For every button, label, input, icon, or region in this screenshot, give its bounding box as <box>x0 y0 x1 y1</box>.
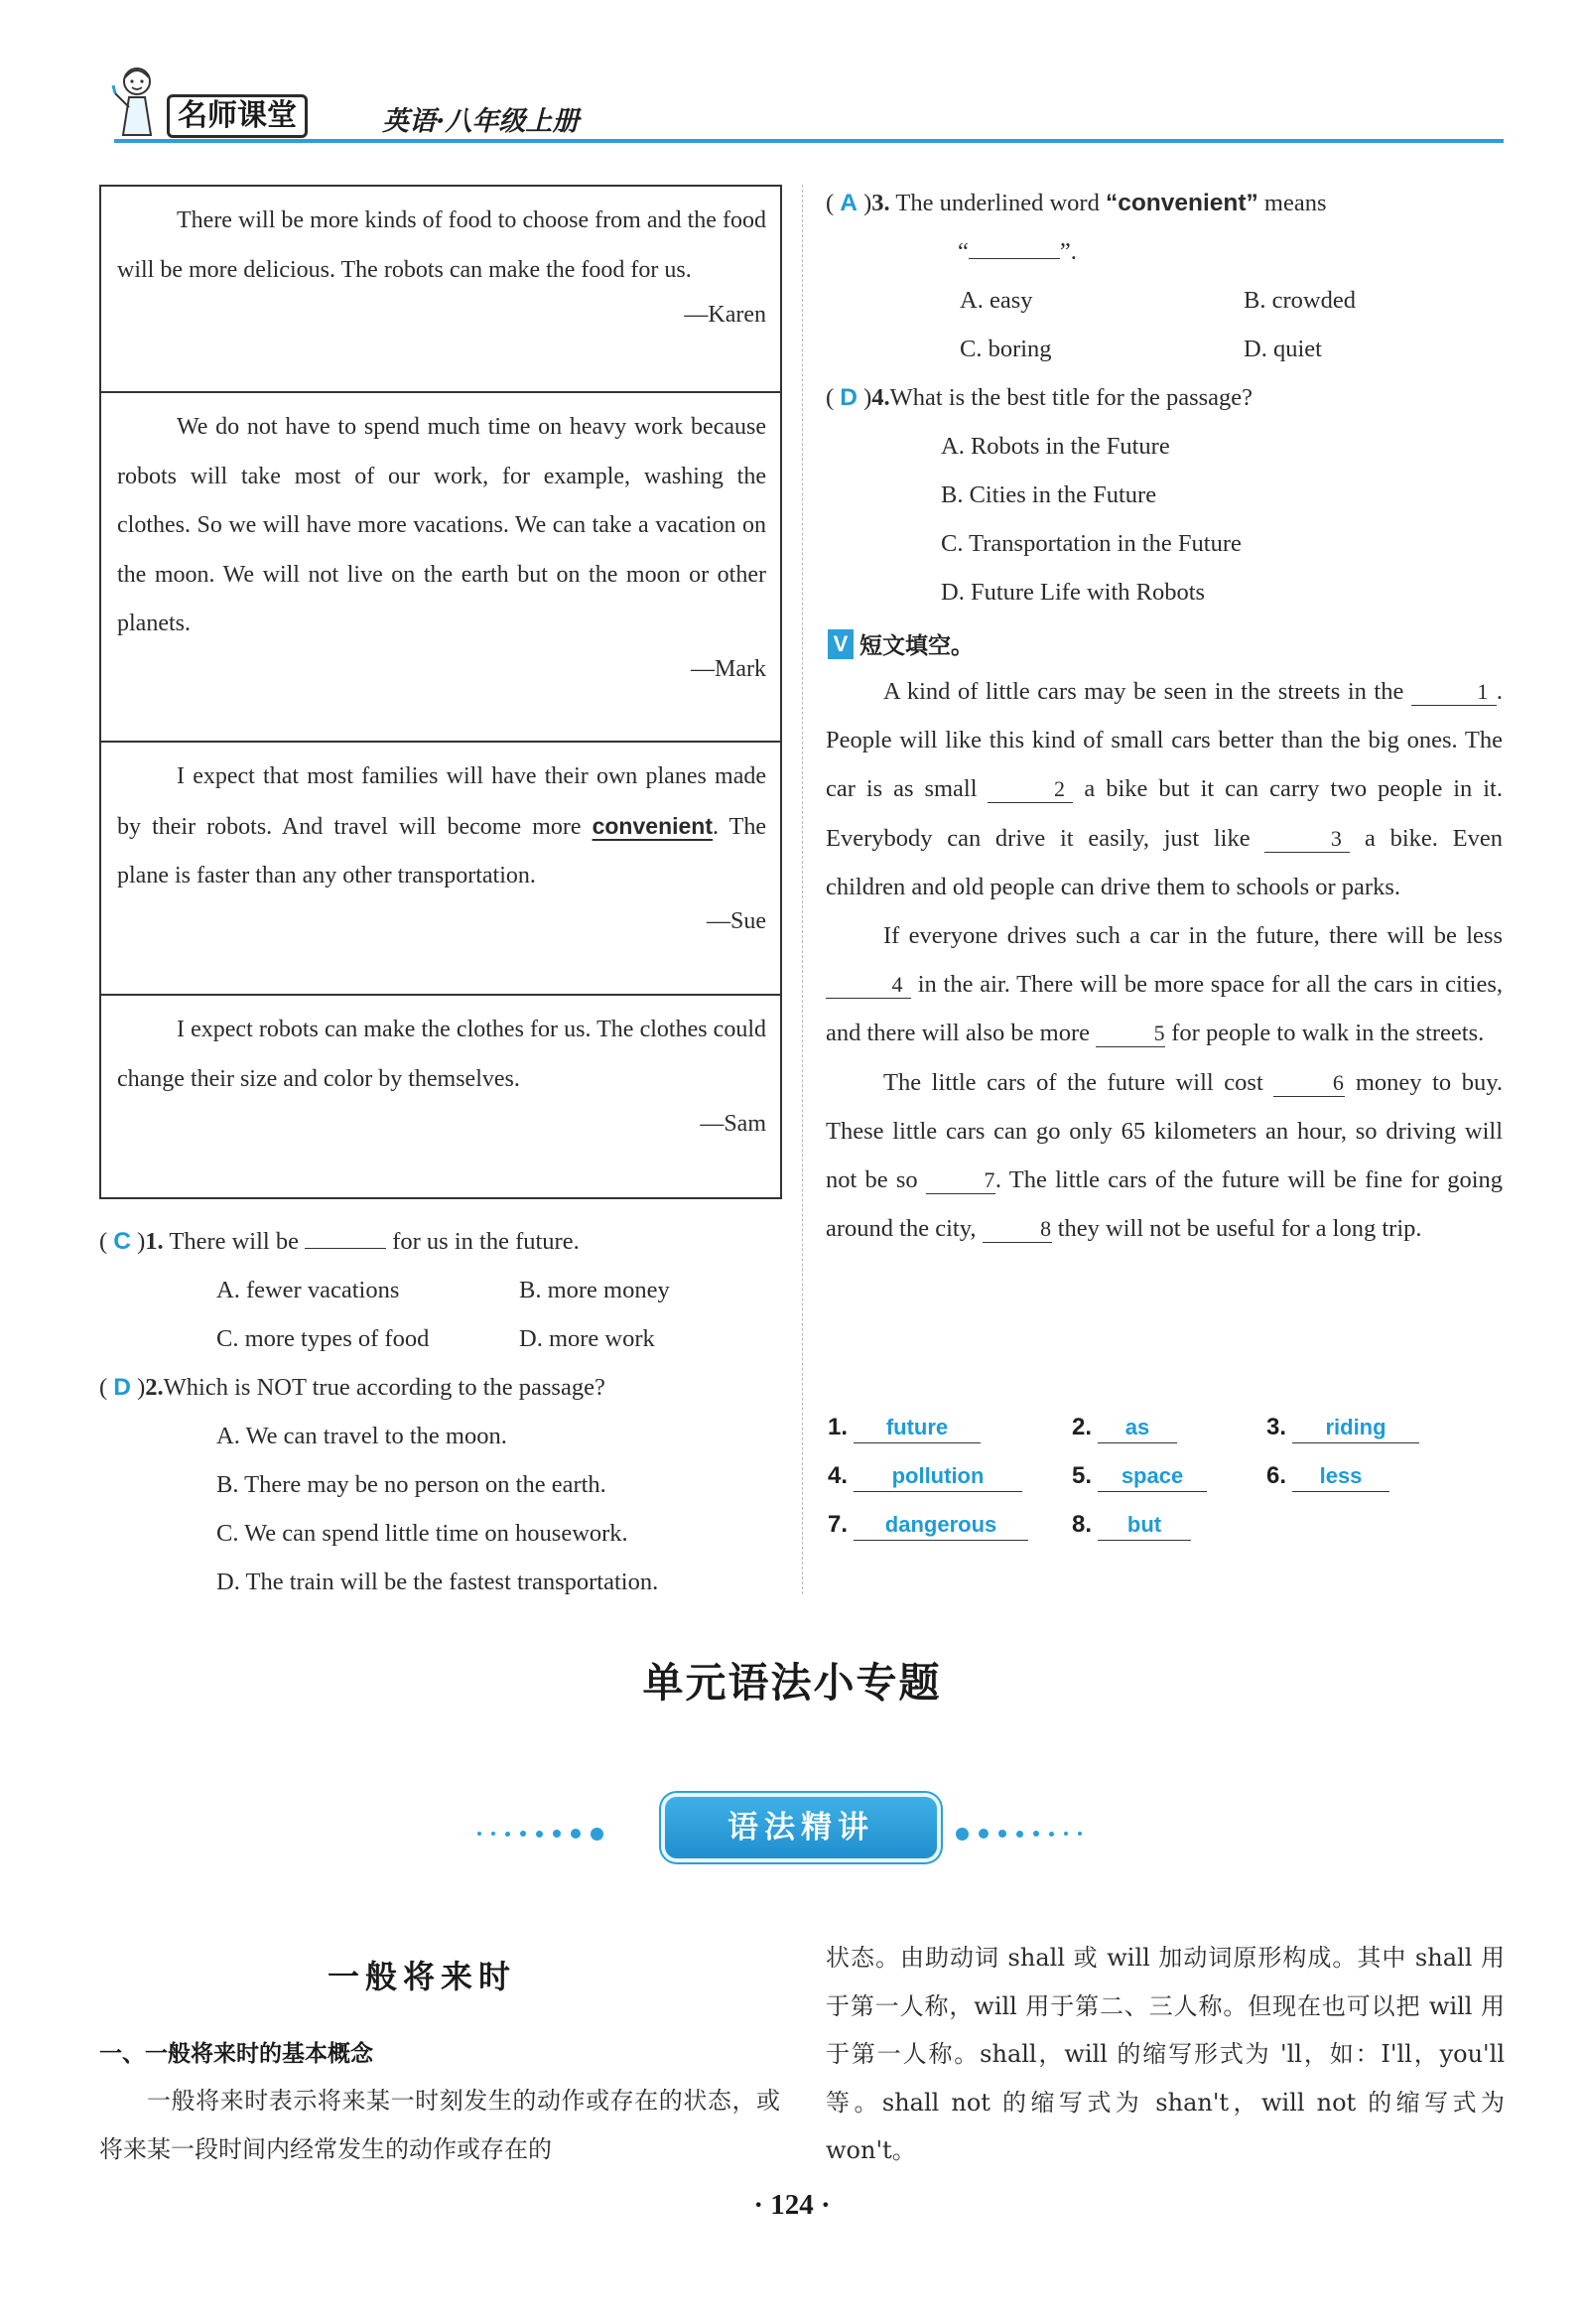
passage-text: We do not have to spend much time on heavy work because robots will take most of our work, for example, washing the clothes. So we will have more vacations. We can take a vacation on the moon. We will not live on the earth but on the moon or other planets. <box>117 414 766 636</box>
passage-cell-karen <box>101 187 780 393</box>
answer-mark: D <box>113 1374 131 1401</box>
cloze-blank: 7 <box>926 1168 995 1194</box>
cloze-blank: 1 <box>1411 680 1497 706</box>
question-1: ( C )1. There will be for us in the future. <box>99 1217 580 1266</box>
passage-cell-sue <box>101 743 780 996</box>
cloze-blank: 8 <box>983 1217 1052 1243</box>
page-number: · 124 · <box>753 2189 831 2221</box>
grammar-text-left: 一般将来时表示将来某一时刻发生的动作或存在的状态，或将来某一段时间内经常发生的动作或存在的 <box>99 2087 780 2163</box>
cloze-answer: 5. space <box>1072 1456 1207 1496</box>
option: D. Future Life with Robots <box>941 579 1206 606</box>
answer-mark: A <box>840 190 858 216</box>
option: C. Transportation in the Future <box>941 530 1242 557</box>
section-v-heading <box>828 627 974 660</box>
cloze-paragraph: If everyone drives such a car in the future, there will be less 4 in the air. There will be more space for all the cars in cities, and there will also be more 5 for people to walk in the streets. <box>826 922 1503 1047</box>
cloze-answer: 6. less <box>1266 1456 1389 1496</box>
grammar-subheading: 一、一般将来时的基本概念 <box>99 2041 373 2067</box>
cloze-blank: 4 <box>826 973 911 999</box>
option: D. more work <box>519 1325 655 1352</box>
brand-logo: 名师课堂 <box>167 94 308 138</box>
section-title: 短文填空。 <box>859 633 974 659</box>
cloze-answer: 2. as <box>1072 1408 1177 1447</box>
banner-dots-left <box>472 1825 608 1833</box>
option: B. crowded <box>1244 287 1356 314</box>
cloze-paragraph: The little cars of the future will cost 6 money to buy. These little cars can go only 65 kilometers an hour, so driving will not be so 7. The little cars of the future will be fine for going around the city, 8 they will not be useful for a long trip. <box>826 1068 1504 1243</box>
grammar-banner: 语法精讲 <box>665 1797 937 1858</box>
passage-cell-sam <box>101 996 780 1197</box>
cloze-answer: 3. riding <box>1266 1408 1419 1447</box>
option: D. The train will be the fastest transportation. <box>216 1569 659 1595</box>
option: A. fewer vacations <box>216 1277 400 1303</box>
grammar-text-right: 状态。由助动词 shall 或 will 加动词原形构成。其中 shall 用于第一人称，will 用于第二、三人称。但现在也可以把 will 用于第一人称。shall，will 的缩写形式为 'll，如：I'll，you'll 等。shall not 的缩写式为 shan't，will not 的缩写式为 won't。 <box>826 1944 1505 2164</box>
question-3-blank: “ ”. <box>958 227 1077 276</box>
cloze-paragraph: A kind of little cars may be seen in the streets in the 1 . People will like this kind of small cars better than the big ones. The car is as small 2 a bike but it can carry two people in it. Everybody can drive it easily, just like 3 a bike. Even children and old people can drive them to schools or parks. <box>826 678 1504 900</box>
option: A. Robots in the Future <box>941 433 1170 460</box>
passage-text: There will be more kinds of food to choose from and the food will be more delicious. The robots can make the food for us. <box>117 207 766 283</box>
answer-mark: C <box>113 1228 131 1255</box>
cloze-blank: 6 <box>1273 1071 1345 1097</box>
option: C. more types of food <box>216 1325 430 1352</box>
reading-passage-table <box>99 185 782 1199</box>
passage-author: —Sue <box>707 907 766 934</box>
answer-mark: D <box>840 384 858 411</box>
option: A. We can travel to the moon. <box>216 1423 507 1449</box>
option: C. boring <box>960 336 1052 362</box>
passage-author: —Sam <box>700 1111 766 1137</box>
grammar-topic-title: 一般将来时 <box>328 1958 517 1995</box>
option: B. There may be no person on the earth. <box>216 1471 606 1498</box>
column-divider <box>802 185 803 1594</box>
option: D. quiet <box>1244 336 1322 362</box>
passage-text: I expect robots can make the clothes for us. The clothes could change their size and color by themselves. <box>117 1017 766 1092</box>
cloze-blank: 5 <box>1096 1022 1165 1047</box>
passage-author: —Mark <box>691 655 766 682</box>
header-rule <box>114 139 1504 143</box>
passage-author: —Karen <box>684 302 766 328</box>
cloze-passage <box>826 667 1503 1253</box>
section-badge: V <box>828 629 854 659</box>
cloze-blank: 3 <box>1264 827 1350 853</box>
passage-cell-mark <box>101 393 780 743</box>
option: B. Cities in the Future <box>941 481 1157 508</box>
banner-dots-right <box>951 1825 1087 1833</box>
question-2: ( D )2.Which is NOT true according to the passage? <box>99 1374 605 1401</box>
cloze-answer: 4. pollution <box>828 1456 1022 1496</box>
teacher-mascot-icon <box>111 64 163 141</box>
underlined-word: convenient <box>592 812 714 839</box>
option: B. more money <box>519 1277 670 1303</box>
cloze-answer: 8. but <box>1072 1505 1191 1545</box>
passage-text: I expect that most families will have their own planes made by their robots. And travel will become more convenient. The plane is faster than any other transportation. <box>117 763 766 889</box>
unit-title: 单元语法小专题 <box>642 1659 942 1707</box>
subject-title: 英语·八年级上册 <box>382 106 580 137</box>
cloze-blank: 2 <box>988 777 1073 803</box>
cloze-answer: 1. future <box>828 1408 981 1447</box>
option: C. We can spend little time on housework. <box>216 1520 628 1547</box>
cloze-answer: 7. dangerous <box>828 1505 1028 1545</box>
option: A. easy <box>960 287 1033 314</box>
question-3: ( A )3. The underlined word “convenient” means <box>826 190 1327 216</box>
question-4: ( D )4.What is the best title for the passage? <box>826 384 1254 411</box>
